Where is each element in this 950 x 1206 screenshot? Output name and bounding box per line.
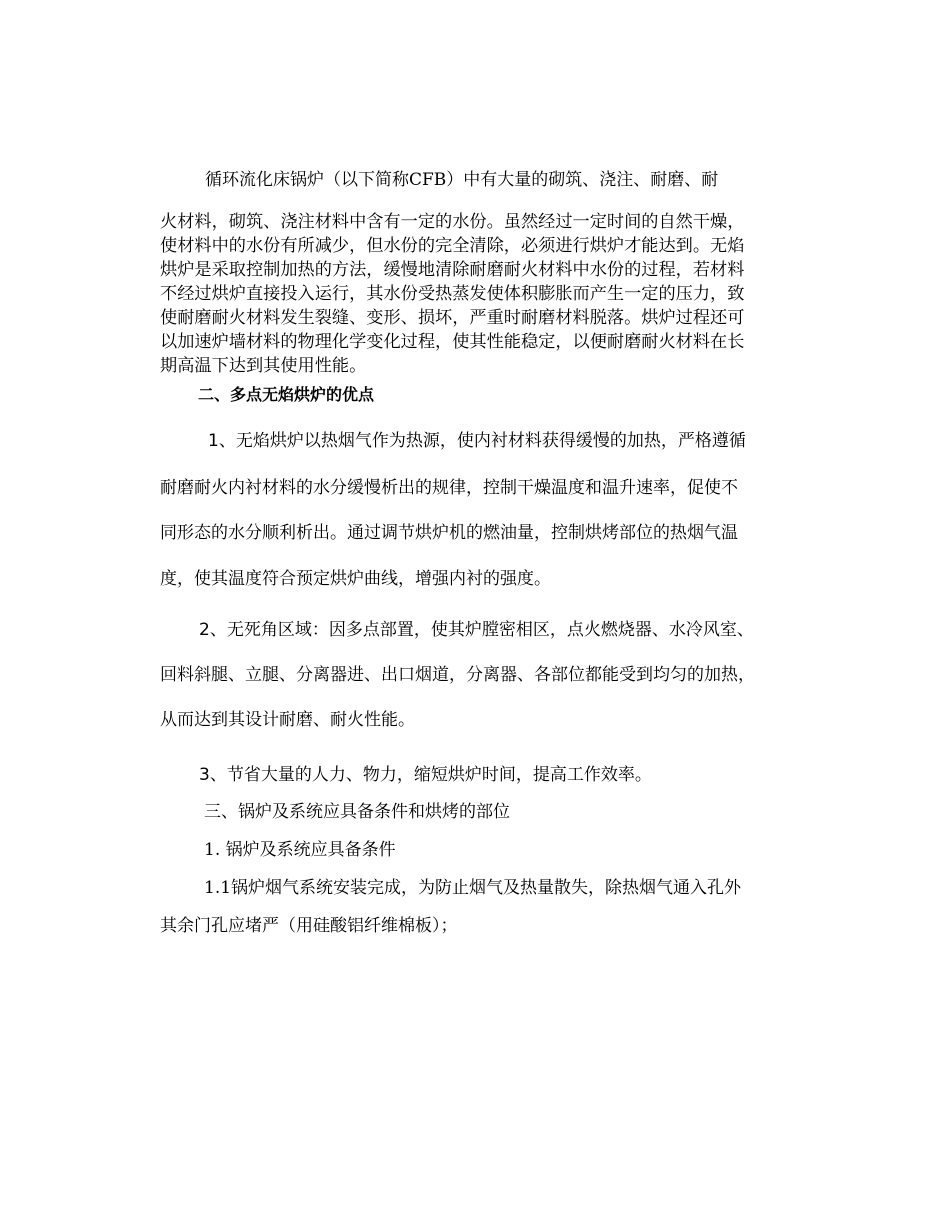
intro-line: 使材料中的水份有所减少，但水份的完全清除，必须进行烘炉才能达到。无焰 [160, 236, 745, 256]
point-1-line: 1、无焰烘炉以热烟气作为热源，使内衬材料获得缓慢的加热，严格遵循 [208, 431, 746, 451]
section-heading-2: 二、多点无焰烘炉的优点 [198, 385, 375, 404]
point-1-line: 同形态的水分顺利析出。通过调节烘炉机的燃油量，控制烘烤部位的热烟气温 [160, 523, 738, 543]
section-heading-3: 三、锅炉及系统应具备条件和烘烤的部位 [204, 802, 510, 822]
subsection-1-1-line: 1.1锅炉烟气系统安装完成，为防止烟气及热量散失，除热烟气通入孔外 [204, 878, 742, 898]
point-1-line: 度，使其温度符合预定烘炉曲线，增强内衬的强度。 [160, 569, 551, 589]
point-2-line: 回料斜腿、立腿、分离器进、出口烟道，分离器、各部位都能受到均匀的加热， [160, 665, 755, 685]
point-2-line: 2、无死角区域：因多点部置，使其炉膛密相区，点火燃烧器、水冷风室、 [199, 620, 754, 640]
subsection-1-1-line: 其余门孔应堵严（用硅酸铝纤维棉板）； [160, 916, 458, 936]
intro-line: 烘炉是采取控制加热的方法，缓慢地清除耐磨耐火材料中水份的过程，若材料 [160, 260, 745, 280]
point-2-line: 从而达到其设计耐磨、耐火性能。 [160, 710, 415, 730]
intro-line: 火材料，砌筑、浇注材料中含有一定的水份。虽然经过一定时间的自然干燥， [160, 212, 745, 232]
intro-line: 使耐磨耐火材料发生裂缝、变形、损坏，严重时耐磨材料脱落。烘炉过程还可 [160, 308, 745, 328]
point-1-line: 耐磨耐火内衬材料的水分缓慢析出的规律，控制干燥温度和温升速率，促使不 [160, 478, 738, 498]
intro-line: 期高温下达到其使用性能。 [160, 356, 367, 376]
intro-first-line: 循环流化床锅炉（以下简称CFB）中有大量的砌筑、浇注、耐磨、耐 [205, 170, 719, 190]
point-3-line: 3、节省大量的人力、物力，缩短烘炉时间，提高工作效率。 [199, 765, 652, 785]
intro-line: 不经过烘炉直接投入运行，其水份受热蒸发使体积膨胀而产生一定的压力，致 [160, 284, 745, 304]
subsection-heading-1: 1. 锅炉及系统应具备条件 [204, 840, 396, 860]
intro-line: 以加速炉墙材料的物理化学变化过程，使其性能稳定，以便耐磨耐火材料在长 [160, 332, 745, 352]
